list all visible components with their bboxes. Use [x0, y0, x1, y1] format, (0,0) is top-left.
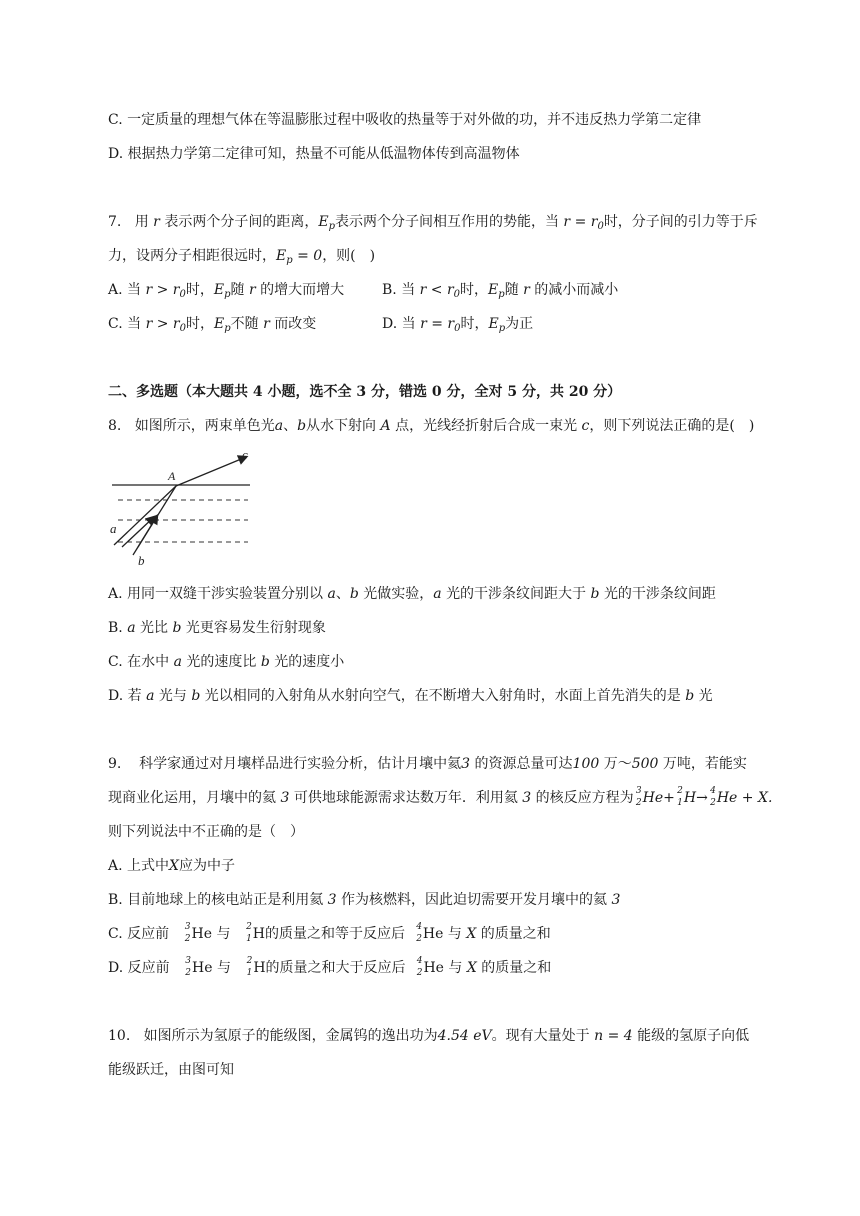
q8-stem: 8. 如图所示，两束单色光a、b从水下射向 A 点，光线经折射后合成一束光 c，则下列说法正确的是( ) [108, 418, 755, 434]
q7-option-c: C. 当 $r > r_0$时，$E_p$不随 r 而改变 [108, 316, 317, 334]
q6-option-c: C. 一定质量的理想气体在等温膨胀过程中吸收的热量等于对外做的功，并不违反热力学第二定律 [108, 112, 702, 128]
q8-option-c: C. 在水中 a 光的速度比 b 光的速度小 [108, 654, 345, 670]
q7-stem-line1: 7. 用 r 表示两个分子间的距离，$E_p$表示两个分子间相互作用的势能，当 $r = r_0$时，分子间的引力等于斥 [108, 214, 758, 232]
fig-label-b: b [138, 553, 145, 568]
fig-label-A: A [168, 469, 176, 483]
q9-stem-line1: 9. 科学家通过对月壤样品进行实验分析，估计月壤中氦3 的资源总量可达100 万～500 万吨，若能实 [108, 756, 747, 772]
q8-option-d: D. 若 a 光与 b 光以相同的入射角从水射向空气，在不断增大入射角时，水面上首先消失的是 b 光 [108, 688, 713, 704]
q7-stem-line2: 力，设两分子相距很远时，$E_p = 0$，则( ) [108, 248, 376, 266]
q9-option-c: C. 反应前 3 2 He 与 2 1 H的质量之和等于反应后 4 2 He 与 X 的质量之和 [108, 922, 551, 944]
ray-c [176, 457, 246, 486]
q7-option-d: D. 当 $r = r_0$时，$E_p$为正 [382, 316, 534, 334]
q7-option-b: B. 当 $r < r_0$时，$E_p$随 r 的减小而减小 [382, 282, 619, 300]
q8-option-a: A. 用同一双缝干涉实验装置分别以 a、b 光做实验，a 光的干涉条纹间距大于 b 光的干涉条纹间距 [108, 586, 716, 602]
q10-stem-line2: 能级跃迁，由图可知 [108, 1062, 234, 1078]
fig-label-a: a [110, 521, 117, 536]
q9-stem-line3: 则下列说法中不正确的是（ ） [108, 824, 304, 840]
q6-option-d: D. 根据热力学第二定律可知，热量不可能从低温物体传到高温物体 [108, 146, 520, 162]
q9-stem-line2: 现商业化运用，月壤中的氦 3 可供地球能源需求达数万年．利用氦 3 的核反应方程为 3 2 He+ 2 1 H→ 4 2 He + X. [108, 786, 773, 808]
q8-refraction-figure [108, 445, 253, 570]
q9-option-b: B. 目前地球上的核电站正是利用氦 3 作为核燃料，因此迫切需要开发月壤中的氦 3 [108, 892, 621, 908]
section-heading-multiple-choice: 二、多选题（本大题共 4 小题，选不全 3 分，错选 0 分，全对 5 分，共 20 分） [108, 384, 622, 400]
q9-option-a: A. 上式中X应为中子 [108, 858, 235, 874]
q9-option-d: D. 反应前 3 2 He 与 2 1 H的质量之和大于反应后 4 2 He 与 X 的质量之和 [108, 956, 552, 978]
fig-label-c: c [242, 447, 248, 462]
q10-stem-line1: 10. 如图所示为氢原子的能级图，金属钨的逸出功为4.54 eV。现有大量处于 n = 4 能级的氢原子向低 [108, 1028, 750, 1044]
q8-option-b: B. a 光比 b 光更容易发生衍射现象 [108, 620, 326, 636]
q7-option-a: A. 当 $r > r_0$时，$E_p$随 r 的增大而增大 [108, 282, 345, 300]
